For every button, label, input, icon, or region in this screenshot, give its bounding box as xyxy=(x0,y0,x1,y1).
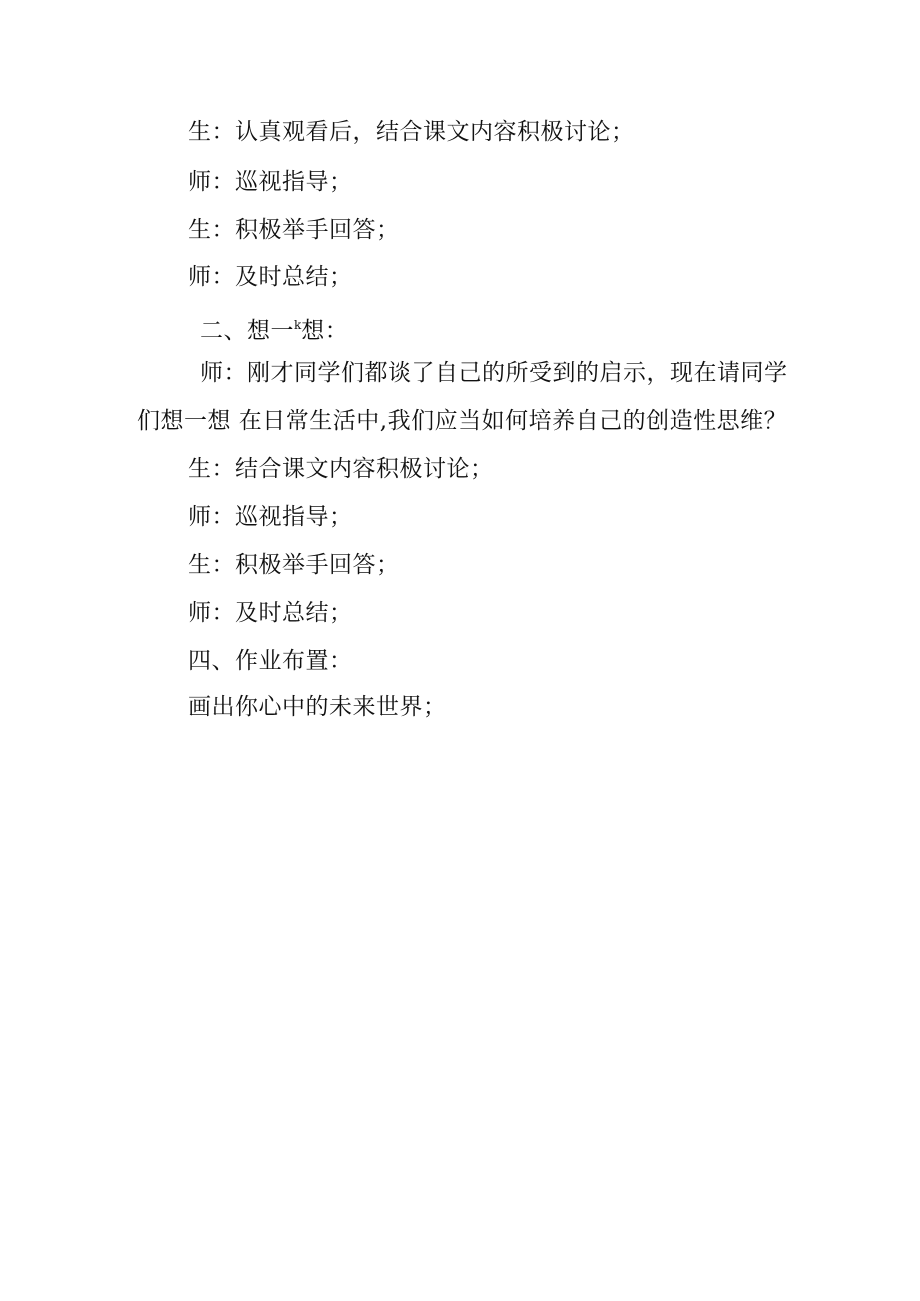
homework-text: 画出你心中的未来世界； xyxy=(188,694,447,720)
section-heading-think-mark: k xyxy=(294,318,302,332)
section-heading-think-part1: 二、想一 xyxy=(200,318,294,344)
dialogue-line-teacher-summary: 师：及时总结； xyxy=(188,264,353,290)
dialogue-line-student-answer: 生：积极举手回答； xyxy=(188,217,400,243)
dialogue-line-student-watch-discuss: 生：认真观看后，结合课文内容积极讨论； xyxy=(188,119,635,145)
dialogue-line-student-answer-2: 生：积极举手回答； xyxy=(188,552,400,578)
section-heading-homework: 四、作业布置： xyxy=(188,648,353,674)
section-heading-think-part2: 想： xyxy=(301,318,349,344)
dialogue-line-teacher-guide-2: 师：巡视指导； xyxy=(188,504,353,530)
dialogue-line-teacher-summary-2: 师：及时总结； xyxy=(188,600,353,626)
section-heading-think xyxy=(200,310,348,346)
dialogue-line-student-discuss: 生：结合课文内容积极讨论； xyxy=(188,456,494,482)
teacher-prompt-line-2: 们想一想 在日常生活中,我们应当如何培养自己的创造性思维？ xyxy=(137,408,788,434)
teacher-prompt-line-1: 师：刚才同学们都谈了自己的所受到的启示，现在请同学 xyxy=(200,360,788,386)
dialogue-line-teacher-guide: 师：巡视指导； xyxy=(188,169,353,195)
